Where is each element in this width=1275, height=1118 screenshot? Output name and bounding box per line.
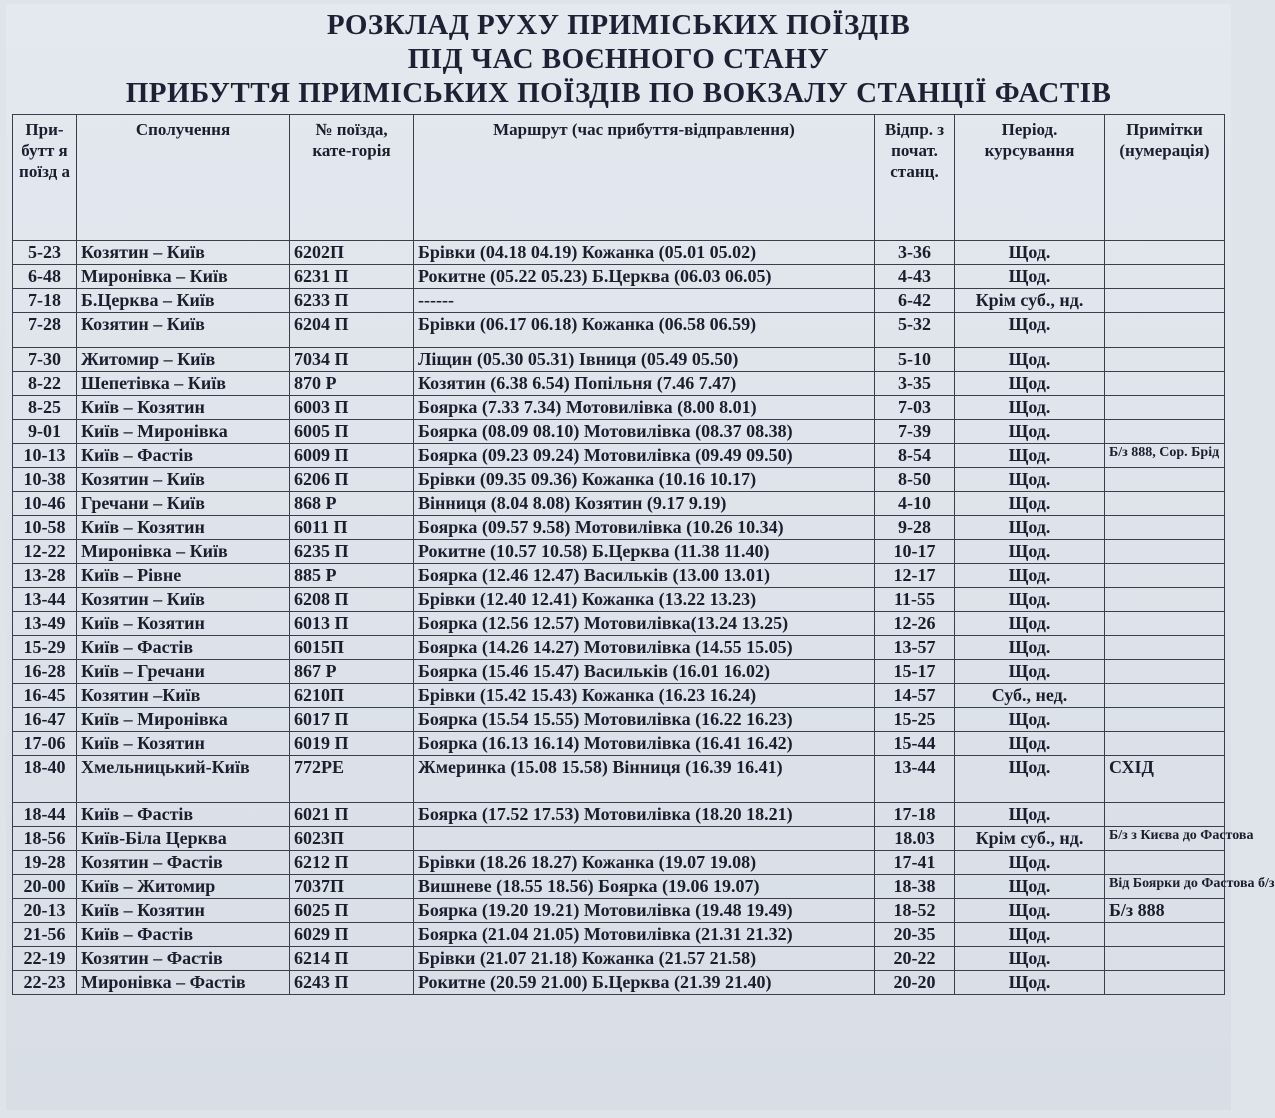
cell-route: Брівки (21.07 21.18) Кожанка (21.57 21.58): [414, 947, 875, 971]
cell-departure: 12-17: [875, 564, 955, 588]
cell-connection: Київ – Миронівка: [77, 420, 290, 444]
cell-train: 6235 П: [290, 540, 414, 564]
cell-note: [1105, 636, 1225, 660]
cell-train: 7037П: [290, 875, 414, 899]
cell-departure: 18-52: [875, 899, 955, 923]
cell-note: [1105, 468, 1225, 492]
cell-arrival: 21-56: [13, 923, 77, 947]
cell-period: Щод.: [955, 732, 1105, 756]
cell-period: Щод.: [955, 923, 1105, 947]
cell-connection: Миронівка – Фастів: [77, 971, 290, 995]
cell-note: [1105, 660, 1225, 684]
cell-period: Щод.: [955, 540, 1105, 564]
cell-period: Щод.: [955, 372, 1105, 396]
cell-departure: 6-42: [875, 289, 955, 313]
cell-departure: 15-25: [875, 708, 955, 732]
cell-connection: Миронівка – Київ: [77, 540, 290, 564]
cell-arrival: 8-22: [13, 372, 77, 396]
cell-train: 868 Р: [290, 492, 414, 516]
cell-period: Крім суб., нд.: [955, 289, 1105, 313]
cell-arrival: 22-19: [13, 947, 77, 971]
cell-arrival: 10-13: [13, 444, 77, 468]
cell-train: 772РЕ: [290, 756, 414, 803]
header-notes: Примітки (нумерація): [1105, 115, 1225, 241]
table-row: [13, 313, 1225, 348]
table-row: [13, 540, 1225, 564]
cell-departure: 4-43: [875, 265, 955, 289]
cell-train: 6019 П: [290, 732, 414, 756]
cell-route: Боярка (15.46 15.47) Васильків (16.01 16.02): [414, 660, 875, 684]
cell-note: [1105, 564, 1225, 588]
cell-departure: 7-03: [875, 396, 955, 420]
cell-period: Щод.: [955, 492, 1105, 516]
cell-route: Боярка (09.57 9.58) Мотовилівка (10.26 10.34): [414, 516, 875, 540]
cell-departure: 15-44: [875, 732, 955, 756]
cell-route: Брівки (09.35 09.36) Кожанка (10.16 10.17): [414, 468, 875, 492]
cell-note: СХІД: [1105, 756, 1225, 803]
table-row: [13, 899, 1225, 923]
table-row: [13, 923, 1225, 947]
cell-departure: 13-57: [875, 636, 955, 660]
cell-period: Щод.: [955, 516, 1105, 540]
table-row: [13, 348, 1225, 372]
cell-departure: 20-20: [875, 971, 955, 995]
cell-arrival: 18-56: [13, 827, 77, 851]
cell-period: Щод.: [955, 348, 1105, 372]
cell-train: 885 Р: [290, 564, 414, 588]
cell-period: Щод.: [955, 444, 1105, 468]
cell-route: Ліщин (05.30 05.31) Івниця (05.49 05.50): [414, 348, 875, 372]
cell-arrival: 16-28: [13, 660, 77, 684]
cell-route: Боярка (16.13 16.14) Мотовилівка (16.41 16.42): [414, 732, 875, 756]
cell-connection: Козятин – Київ: [77, 313, 290, 348]
cell-note: [1105, 851, 1225, 875]
cell-train: 6243 П: [290, 971, 414, 995]
cell-connection: Київ – Фастів: [77, 803, 290, 827]
table-row: [13, 708, 1225, 732]
header-departure: Відпр. з почат. станц.: [875, 115, 955, 241]
title-line-3: ПРИБУТТЯ ПРИМІСЬКИХ ПОЇЗДІВ ПО ВОКЗАЛУ СТАНЦІЇ ФАСТІВ: [125, 77, 1112, 109]
header-connection: Сполучення: [77, 115, 290, 241]
cell-arrival: 17-06: [13, 732, 77, 756]
cell-departure: 20-35: [875, 923, 955, 947]
cell-departure: 18-38: [875, 875, 955, 899]
table-row: [13, 756, 1225, 803]
cell-train: 6029 П: [290, 923, 414, 947]
cell-departure: 17-18: [875, 803, 955, 827]
cell-departure: 9-28: [875, 516, 955, 540]
cell-departure: 17-41: [875, 851, 955, 875]
table-row: [13, 396, 1225, 420]
header-period: Період. курсування: [955, 115, 1105, 241]
cell-connection: Київ – Гречани: [77, 660, 290, 684]
cell-note: Від Боярки до Фастова б/з: [1105, 875, 1225, 899]
cell-departure: 13-44: [875, 756, 955, 803]
cell-arrival: 16-45: [13, 684, 77, 708]
cell-note: [1105, 947, 1225, 971]
cell-note: [1105, 612, 1225, 636]
title-line-2: ПІД ЧАС ВОЄННОГО СТАНУ: [407, 43, 830, 75]
cell-train: 6212 П: [290, 851, 414, 875]
cell-train: 6204 П: [290, 313, 414, 348]
cell-departure: 3-36: [875, 241, 955, 265]
cell-arrival: 18-44: [13, 803, 77, 827]
cell-train: 6208 П: [290, 588, 414, 612]
cell-note: Б/з 888, Сор. Брід: [1105, 444, 1225, 468]
table-row: [13, 827, 1225, 851]
cell-connection: Б.Церква – Київ: [77, 289, 290, 313]
cell-departure: 3-35: [875, 372, 955, 396]
cell-train: 6011 П: [290, 516, 414, 540]
cell-note: [1105, 289, 1225, 313]
cell-route: Боярка (21.04 21.05) Мотовилівка (21.31 21.32): [414, 923, 875, 947]
cell-train: 7034 П: [290, 348, 414, 372]
cell-period: Щод.: [955, 756, 1105, 803]
cell-arrival: 20-00: [13, 875, 77, 899]
table-row: [13, 372, 1225, 396]
cell-route: Боярка (7.33 7.34) Мотовилівка (8.00 8.01): [414, 396, 875, 420]
cell-period: Щод.: [955, 851, 1105, 875]
schedule-table: [12, 114, 1275, 995]
table-row: [13, 803, 1225, 827]
cell-departure: 4-10: [875, 492, 955, 516]
cell-period: Щод.: [955, 265, 1105, 289]
cell-route: Козятин (6.38 6.54) Попільня (7.46 7.47): [414, 372, 875, 396]
cell-period: Щод.: [955, 875, 1105, 899]
cell-departure: 8-54: [875, 444, 955, 468]
cell-note: [1105, 708, 1225, 732]
cell-arrival: 13-28: [13, 564, 77, 588]
cell-arrival: 10-46: [13, 492, 77, 516]
cell-arrival: 10-38: [13, 468, 77, 492]
cell-note: [1105, 732, 1225, 756]
cell-connection: Гречани – Київ: [77, 492, 290, 516]
cell-period: Щод.: [955, 564, 1105, 588]
cell-period: Суб., нед.: [955, 684, 1105, 708]
cell-train: 6017 П: [290, 708, 414, 732]
cell-route: Вишневе (18.55 18.56) Боярка (19.06 19.07): [414, 875, 875, 899]
cell-connection: Київ – Козятин: [77, 899, 290, 923]
cell-train: 6025 П: [290, 899, 414, 923]
cell-train: 6231 П: [290, 265, 414, 289]
cell-note: [1105, 540, 1225, 564]
cell-route: Брівки (15.42 15.43) Кожанка (16.23 16.24): [414, 684, 875, 708]
cell-route: Вінниця (8.04 8.08) Козятин (9.17 9.19): [414, 492, 875, 516]
cell-route: [414, 827, 875, 851]
cell-connection: Козятин – Київ: [77, 468, 290, 492]
header-route: Маршрут (час прибуття-відправлення): [414, 115, 875, 241]
cell-train: 6206 П: [290, 468, 414, 492]
cell-departure: 12-26: [875, 612, 955, 636]
table-row: [13, 636, 1225, 660]
cell-train: 870 Р: [290, 372, 414, 396]
header-arrival: При-бутт я поїзд а: [13, 115, 77, 241]
table-row: [13, 947, 1225, 971]
cell-connection: Козятин – Київ: [77, 241, 290, 265]
cell-period: Щод.: [955, 708, 1105, 732]
cell-connection: Житомир – Київ: [77, 348, 290, 372]
table-row: [13, 564, 1225, 588]
cell-train: 6202П: [290, 241, 414, 265]
cell-train: 6021 П: [290, 803, 414, 827]
table-row: [13, 492, 1225, 516]
cell-arrival: 13-44: [13, 588, 77, 612]
cell-route: Брівки (06.17 06.18) Кожанка (06.58 06.59): [414, 313, 875, 348]
cell-route: Боярка (19.20 19.21) Мотовилівка (19.48 19.49): [414, 899, 875, 923]
cell-departure: 5-32: [875, 313, 955, 348]
table-row: [13, 588, 1225, 612]
cell-note: Б/з 888: [1105, 899, 1225, 923]
cell-route: ------: [414, 289, 875, 313]
cell-note: [1105, 971, 1225, 995]
cell-connection: Київ – Житомир: [77, 875, 290, 899]
cell-route: Боярка (15.54 15.55) Мотовилівка (16.22 16.23): [414, 708, 875, 732]
cell-connection: Київ – Рівне: [77, 564, 290, 588]
cell-arrival: 9-01: [13, 420, 77, 444]
cell-route: Боярка (08.09 08.10) Мотовилівка (08.37 08.38): [414, 420, 875, 444]
cell-arrival: 12-22: [13, 540, 77, 564]
cell-period: Щод.: [955, 468, 1105, 492]
cell-departure: 8-50: [875, 468, 955, 492]
cell-departure: 7-39: [875, 420, 955, 444]
cell-train: 867 Р: [290, 660, 414, 684]
cell-arrival: 19-28: [13, 851, 77, 875]
table-row: [13, 444, 1225, 468]
table-row: [13, 684, 1225, 708]
cell-route: Жмеринка (15.08 15.58) Вінниця (16.39 16.41): [414, 756, 875, 803]
cell-period: Щод.: [955, 588, 1105, 612]
cell-departure: 10-17: [875, 540, 955, 564]
cell-arrival: 7-30: [13, 348, 77, 372]
cell-route: Боярка (12.56 12.57) Мотовилівка(13.24 13.25): [414, 612, 875, 636]
cell-route: Боярка (17.52 17.53) Мотовилівка (18.20 18.21): [414, 803, 875, 827]
cell-period: Щод.: [955, 241, 1105, 265]
cell-note: [1105, 241, 1225, 265]
table-row: [13, 851, 1225, 875]
cell-departure: 11-55: [875, 588, 955, 612]
cell-period: Щод.: [955, 612, 1105, 636]
table-row: [13, 289, 1225, 313]
cell-note: [1105, 923, 1225, 947]
cell-connection: Київ – Фастів: [77, 444, 290, 468]
cell-arrival: 16-47: [13, 708, 77, 732]
cell-connection: Козятин – Фастів: [77, 947, 290, 971]
title-line-1: РОЗКЛАД РУХУ ПРИМІСЬКИХ ПОЇЗДІВ: [326, 9, 911, 41]
cell-connection: Козятин – Київ: [77, 588, 290, 612]
cell-connection: Козятин – Фастів: [77, 851, 290, 875]
cell-note: [1105, 420, 1225, 444]
table-row: [13, 732, 1225, 756]
cell-train: 6009 П: [290, 444, 414, 468]
cell-note: [1105, 588, 1225, 612]
cell-arrival: 7-18: [13, 289, 77, 313]
cell-train: 6003 П: [290, 396, 414, 420]
cell-connection: Хмельницький-Київ: [77, 756, 290, 803]
cell-note: [1105, 265, 1225, 289]
cell-note: Б/з з Києва до Фастова: [1105, 827, 1225, 851]
cell-connection: Київ – Козятин: [77, 732, 290, 756]
cell-arrival: 18-40: [13, 756, 77, 803]
cell-connection: Київ – Фастів: [77, 923, 290, 947]
cell-route: Боярка (14.26 14.27) Мотовилівка (14.55 15.05): [414, 636, 875, 660]
cell-train: 6005 П: [290, 420, 414, 444]
table-row: [13, 971, 1225, 995]
cell-connection: Київ – Фастів: [77, 636, 290, 660]
cell-connection: Шепетівка – Київ: [77, 372, 290, 396]
table-row: [13, 875, 1225, 899]
cell-arrival: 15-29: [13, 636, 77, 660]
cell-arrival: 22-23: [13, 971, 77, 995]
cell-period: Щод.: [955, 420, 1105, 444]
cell-arrival: 13-49: [13, 612, 77, 636]
cell-route: Рокитне (10.57 10.58) Б.Церква (11.38 11.40): [414, 540, 875, 564]
cell-note: [1105, 372, 1225, 396]
cell-note: [1105, 492, 1225, 516]
cell-arrival: 7-28: [13, 313, 77, 348]
cell-connection: Київ – Козятин: [77, 612, 290, 636]
table-row: [13, 660, 1225, 684]
cell-connection: Миронівка – Київ: [77, 265, 290, 289]
table-row: [13, 612, 1225, 636]
cell-train: 6015П: [290, 636, 414, 660]
table-row: [13, 468, 1225, 492]
cell-connection: Київ – Миронівка: [77, 708, 290, 732]
cell-train: 6210П: [290, 684, 414, 708]
cell-arrival: 20-13: [13, 899, 77, 923]
cell-note: [1105, 348, 1225, 372]
cell-period: Щод.: [955, 636, 1105, 660]
cell-note: [1105, 516, 1225, 540]
cell-note: [1105, 684, 1225, 708]
cell-period: Щод.: [955, 947, 1105, 971]
table-row: [13, 516, 1225, 540]
cell-note: [1105, 313, 1225, 348]
cell-route: Боярка (12.46 12.47) Васильків (13.00 13.01): [414, 564, 875, 588]
cell-period: Щод.: [955, 313, 1105, 348]
cell-departure: 20-22: [875, 947, 955, 971]
cell-route: Рокитне (20.59 21.00) Б.Церква (21.39 21.40): [414, 971, 875, 995]
cell-period: Щод.: [955, 803, 1105, 827]
table-row: [13, 420, 1225, 444]
cell-train: 6023П: [290, 827, 414, 851]
cell-departure: 15-17: [875, 660, 955, 684]
cell-connection: Козятин –Київ: [77, 684, 290, 708]
cell-route: Брівки (18.26 18.27) Кожанка (19.07 19.08): [414, 851, 875, 875]
header-row: [13, 115, 1225, 241]
cell-arrival: 5-23: [13, 241, 77, 265]
cell-route: Рокитне (05.22 05.23) Б.Церква (06.03 06.05): [414, 265, 875, 289]
cell-period: Щод.: [955, 660, 1105, 684]
cell-departure: 14-57: [875, 684, 955, 708]
schedule-sheet: [6, 4, 1275, 1110]
header-train: № поїзда, кате-горія: [290, 115, 414, 241]
table-row: [13, 241, 1225, 265]
cell-route: Брівки (12.40 12.41) Кожанка (13.22 13.23): [414, 588, 875, 612]
cell-connection: Київ – Козятин: [77, 516, 290, 540]
cell-period: Щод.: [955, 899, 1105, 923]
cell-connection: Київ – Козятин: [77, 396, 290, 420]
cell-period: Щод.: [955, 971, 1105, 995]
title-block: [6, 4, 1231, 110]
cell-route: Брівки (04.18 04.19) Кожанка (05.01 05.02): [414, 241, 875, 265]
table-row: [13, 265, 1225, 289]
cell-arrival: 10-58: [13, 516, 77, 540]
cell-arrival: 6-48: [13, 265, 77, 289]
cell-route: Боярка (09.23 09.24) Мотовилівка (09.49 09.50): [414, 444, 875, 468]
cell-period: Крім суб., нд.: [955, 827, 1105, 851]
cell-departure: 18.03: [875, 827, 955, 851]
cell-train: 6214 П: [290, 947, 414, 971]
cell-connection: Київ-Біла Церква: [77, 827, 290, 851]
cell-train: 6233 П: [290, 289, 414, 313]
cell-note: [1105, 803, 1225, 827]
cell-period: Щод.: [955, 396, 1105, 420]
cell-train: 6013 П: [290, 612, 414, 636]
cell-arrival: 8-25: [13, 396, 77, 420]
cell-departure: 5-10: [875, 348, 955, 372]
cell-note: [1105, 396, 1225, 420]
